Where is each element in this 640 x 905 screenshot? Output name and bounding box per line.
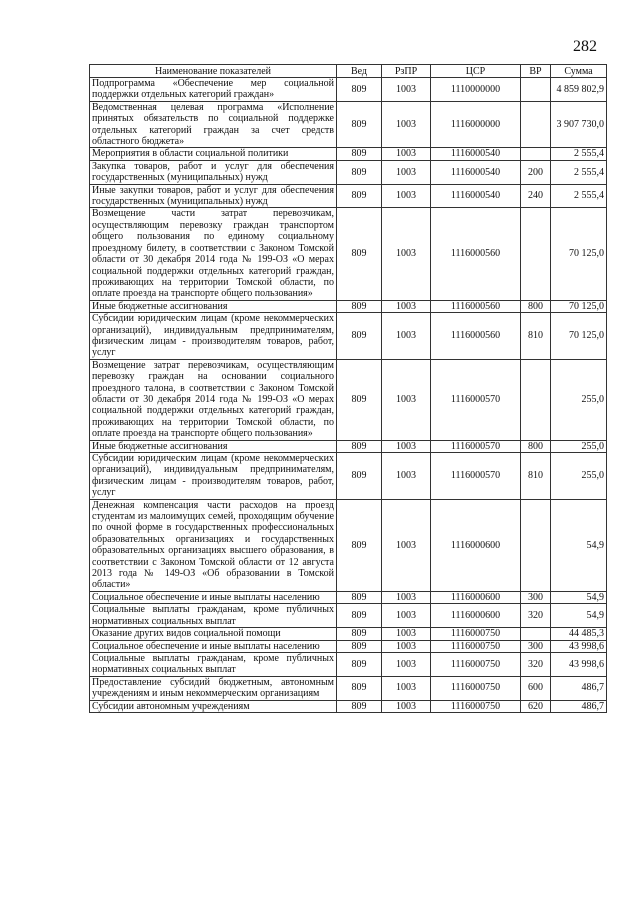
cell-vr xyxy=(521,628,551,640)
cell-csr: 1116000540 xyxy=(431,160,521,184)
header-row xyxy=(90,65,607,78)
cell-csr: 1116000600 xyxy=(431,591,521,603)
table-row xyxy=(90,604,607,628)
cell-sum: 255,0 xyxy=(551,453,607,500)
cell-name: Подпрограмма «Обеспечение мер социальной поддержки отдельных категорий граждан» xyxy=(90,78,337,102)
cell-sum: 486,7 xyxy=(551,700,607,712)
cell-sum: 43 998,6 xyxy=(551,640,607,652)
cell-rzpr: 1003 xyxy=(382,440,431,452)
cell-name: Возмещение затрат перевозчикам, осуществляющим перевозку граждан на основании социального проездного талона, в соответствии с Законом Томской области от 30 декабря 2014 года № 199-ОЗ «О мерах социальной поддержки отдельных категорий граждан, проживающих на территории Томской области, по оплате проезда на транспорте общего пользования» xyxy=(90,359,337,440)
cell-ved: 809 xyxy=(337,499,382,591)
cell-name: Иные бюджетные ассигнования xyxy=(90,440,337,452)
table-row xyxy=(90,101,607,148)
cell-ved: 809 xyxy=(337,700,382,712)
cell-rzpr: 1003 xyxy=(382,676,431,700)
cell-vr xyxy=(521,359,551,440)
cell-vr xyxy=(521,499,551,591)
cell-csr: 1116000540 xyxy=(431,148,521,160)
table-row xyxy=(90,628,607,640)
cell-ved: 809 xyxy=(337,101,382,148)
cell-sum: 3 907 730,0 xyxy=(551,101,607,148)
cell-vr xyxy=(521,101,551,148)
cell-csr: 1116000560 xyxy=(431,208,521,300)
cell-csr: 1116000000 xyxy=(431,101,521,148)
cell-ved: 809 xyxy=(337,591,382,603)
header-ved: Вед xyxy=(337,65,382,78)
cell-ved: 809 xyxy=(337,676,382,700)
cell-rzpr: 1003 xyxy=(382,499,431,591)
cell-sum: 4 859 802,9 xyxy=(551,78,607,102)
cell-name: Субсидии автономным учреждениям xyxy=(90,700,337,712)
cell-sum: 43 998,6 xyxy=(551,652,607,676)
cell-csr: 1116000750 xyxy=(431,676,521,700)
cell-name: Предоставление субсидий бюджетным, автономным учреждениям и иным некоммерческим организациям xyxy=(90,676,337,700)
cell-rzpr: 1003 xyxy=(382,208,431,300)
budget-table xyxy=(89,64,607,713)
cell-rzpr: 1003 xyxy=(382,591,431,603)
cell-rzpr: 1003 xyxy=(382,148,431,160)
cell-sum: 2 555,4 xyxy=(551,148,607,160)
table-row xyxy=(90,499,607,591)
cell-vr xyxy=(521,208,551,300)
cell-rzpr: 1003 xyxy=(382,700,431,712)
table-row xyxy=(90,160,607,184)
header-sum: Сумма xyxy=(551,65,607,78)
cell-ved: 809 xyxy=(337,359,382,440)
cell-sum: 486,7 xyxy=(551,676,607,700)
table-row xyxy=(90,300,607,312)
cell-ved: 809 xyxy=(337,208,382,300)
cell-ved: 809 xyxy=(337,300,382,312)
cell-ved: 809 xyxy=(337,453,382,500)
cell-name: Возмещение части затрат перевозчикам, осуществляющим перевозку граждан транспортом общего пользования по единому социальному проездному билету, в соответствии с Законом Томской области от 30 декабря 2014 года № 199-ОЗ «О мерах социальной поддержки отдельных категорий граждан, проживающих на территории Томской области, по оплате проезда на транспорте общего пользования» xyxy=(90,208,337,300)
cell-rzpr: 1003 xyxy=(382,640,431,652)
cell-rzpr: 1003 xyxy=(382,101,431,148)
header-csr: ЦСР xyxy=(431,65,521,78)
cell-rzpr: 1003 xyxy=(382,300,431,312)
cell-name: Иные бюджетные ассигнования xyxy=(90,300,337,312)
header-rzpr: РзПР xyxy=(382,65,431,78)
cell-rzpr: 1003 xyxy=(382,313,431,360)
table-row xyxy=(90,148,607,160)
cell-vr xyxy=(521,78,551,102)
cell-ved: 809 xyxy=(337,640,382,652)
cell-csr: 1116000600 xyxy=(431,604,521,628)
cell-sum: 70 125,0 xyxy=(551,208,607,300)
cell-csr: 1116000570 xyxy=(431,453,521,500)
cell-vr: 600 xyxy=(521,676,551,700)
cell-sum: 2 555,4 xyxy=(551,184,607,208)
cell-csr: 1116000570 xyxy=(431,440,521,452)
table-row xyxy=(90,640,607,652)
cell-ved: 809 xyxy=(337,440,382,452)
cell-name: Мероприятия в области социальной политики xyxy=(90,148,337,160)
cell-name: Ведомственная целевая программа «Исполнение принятых обязательств по социальной поддержке отдельных категорий граждан за счет средств областного бюджета» xyxy=(90,101,337,148)
cell-ved: 809 xyxy=(337,604,382,628)
cell-name: Социальное обеспечение и иные выплаты населению xyxy=(90,591,337,603)
cell-csr: 1116000750 xyxy=(431,640,521,652)
table-row xyxy=(90,184,607,208)
cell-ved: 809 xyxy=(337,313,382,360)
cell-vr: 320 xyxy=(521,604,551,628)
cell-rzpr: 1003 xyxy=(382,628,431,640)
cell-csr: 1116000560 xyxy=(431,300,521,312)
cell-sum: 54,9 xyxy=(551,499,607,591)
page-number: 282 xyxy=(573,38,597,55)
cell-name: Субсидии юридическим лицам (кроме некоммерческих организаций), индивидуальным предпринимателям, физическим лицам - производителям товаров, работ, услуг xyxy=(90,453,337,500)
cell-rzpr: 1003 xyxy=(382,184,431,208)
cell-rzpr: 1003 xyxy=(382,652,431,676)
table-row xyxy=(90,652,607,676)
cell-vr: 240 xyxy=(521,184,551,208)
cell-ved: 809 xyxy=(337,184,382,208)
cell-sum: 2 555,4 xyxy=(551,160,607,184)
cell-rzpr: 1003 xyxy=(382,78,431,102)
cell-csr: 1116000600 xyxy=(431,499,521,591)
cell-ved: 809 xyxy=(337,78,382,102)
cell-name: Закупка товаров, работ и услуг для обеспечения государственных (муниципальных) нужд xyxy=(90,160,337,184)
table-row xyxy=(90,440,607,452)
cell-vr: 810 xyxy=(521,313,551,360)
table-row xyxy=(90,453,607,500)
cell-sum: 54,9 xyxy=(551,591,607,603)
cell-name: Денежная компенсация части расходов на проезд студентам из малоимущих семей, проходящим обучение по очной форме в государственных профессиональных образовательных организациях и государственных образовательных организациях высшего образования, в соответствии с Законом Томской области от 12 августа 2013 года № 149-ОЗ «Об образовании в Томской области» xyxy=(90,499,337,591)
table-body xyxy=(90,78,607,713)
cell-ved: 809 xyxy=(337,160,382,184)
cell-ved: 809 xyxy=(337,628,382,640)
cell-ved: 809 xyxy=(337,148,382,160)
cell-sum: 44 485,3 xyxy=(551,628,607,640)
cell-csr: 1110000000 xyxy=(431,78,521,102)
table-row xyxy=(90,676,607,700)
table-row xyxy=(90,359,607,440)
cell-csr: 1116000750 xyxy=(431,652,521,676)
cell-rzpr: 1003 xyxy=(382,453,431,500)
cell-name: Социальное обеспечение и иные выплаты населению xyxy=(90,640,337,652)
table-row xyxy=(90,208,607,300)
cell-csr: 1116000540 xyxy=(431,184,521,208)
cell-csr: 1116000560 xyxy=(431,313,521,360)
table-row xyxy=(90,78,607,102)
cell-csr: 1116000750 xyxy=(431,700,521,712)
cell-sum: 255,0 xyxy=(551,359,607,440)
cell-ved: 809 xyxy=(337,652,382,676)
cell-sum: 54,9 xyxy=(551,604,607,628)
table-header xyxy=(90,65,607,78)
cell-vr: 620 xyxy=(521,700,551,712)
cell-sum: 255,0 xyxy=(551,440,607,452)
cell-sum: 70 125,0 xyxy=(551,300,607,312)
cell-rzpr: 1003 xyxy=(382,160,431,184)
cell-vr: 800 xyxy=(521,300,551,312)
header-name: Наименование показателей xyxy=(90,65,337,78)
table-row xyxy=(90,700,607,712)
header-vr: ВР xyxy=(521,65,551,78)
cell-name: Социальные выплаты гражданам, кроме публичных нормативных социальных выплат xyxy=(90,652,337,676)
cell-name: Оказание других видов социальной помощи xyxy=(90,628,337,640)
cell-vr: 320 xyxy=(521,652,551,676)
cell-csr: 1116000750 xyxy=(431,628,521,640)
table-row xyxy=(90,591,607,603)
cell-vr: 810 xyxy=(521,453,551,500)
cell-vr xyxy=(521,148,551,160)
table-row xyxy=(90,313,607,360)
cell-vr: 800 xyxy=(521,440,551,452)
cell-rzpr: 1003 xyxy=(382,604,431,628)
cell-vr: 200 xyxy=(521,160,551,184)
cell-name: Иные закупки товаров, работ и услуг для обеспечения государственных (муниципальных) нужд xyxy=(90,184,337,208)
cell-name: Субсидии юридическим лицам (кроме некоммерческих организаций), индивидуальным предпринимателям, физическим лицам - производителям товаров, работ, услуг xyxy=(90,313,337,360)
cell-sum: 70 125,0 xyxy=(551,313,607,360)
cell-vr: 300 xyxy=(521,640,551,652)
cell-vr: 300 xyxy=(521,591,551,603)
cell-name: Социальные выплаты гражданам, кроме публичных нормативных социальных выплат xyxy=(90,604,337,628)
cell-rzpr: 1003 xyxy=(382,359,431,440)
cell-csr: 1116000570 xyxy=(431,359,521,440)
